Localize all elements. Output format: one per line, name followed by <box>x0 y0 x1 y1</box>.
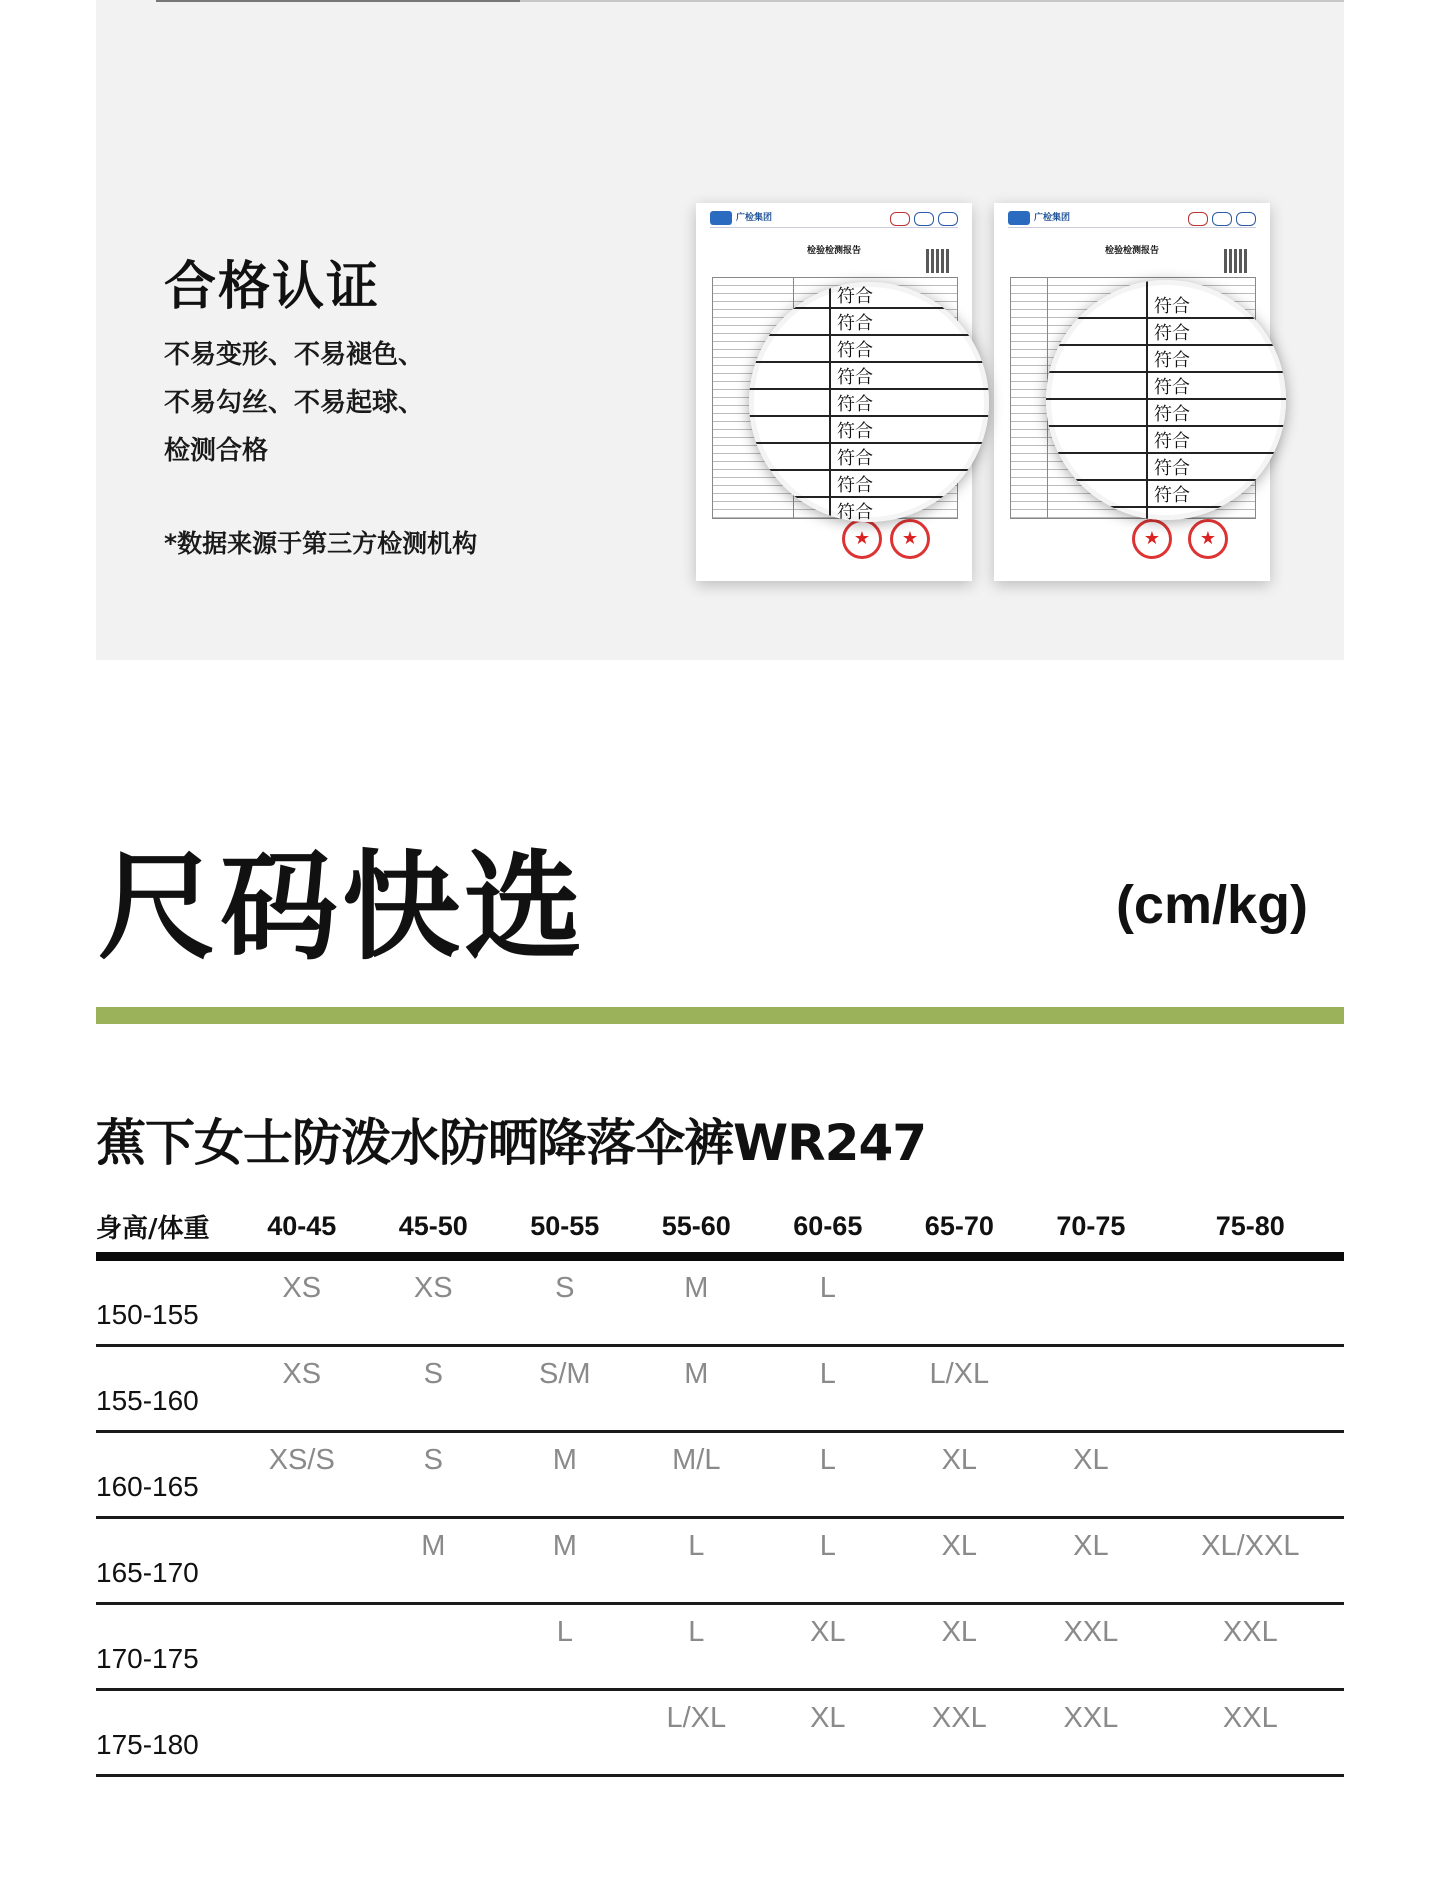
table-row <box>96 1257 1344 1346</box>
magnifier-value: 符合 <box>837 502 873 522</box>
table-row <box>96 1518 1344 1604</box>
table-row <box>96 1690 1344 1776</box>
header-weight-range: 55-60 <box>631 1200 763 1257</box>
report-title: 检验检测报告 <box>1104 246 1159 256</box>
size-cell: XXL <box>894 1690 1026 1776</box>
report-logo-text: 广检集团 <box>1034 212 1071 222</box>
size-cell: XL <box>894 1432 1026 1518</box>
magnifier-value: 符合 <box>837 475 873 496</box>
report-header <box>710 211 958 228</box>
certification-title: 合格认证 <box>164 257 381 317</box>
accreditation-marks-icon <box>886 212 958 224</box>
row-height-range: 170-175 <box>96 1604 236 1690</box>
size-cell <box>894 1257 1026 1346</box>
size-cell: L <box>762 1257 894 1346</box>
size-cell: L <box>762 1432 894 1518</box>
size-cell <box>1157 1257 1344 1346</box>
size-cell: M <box>499 1432 631 1518</box>
size-cell: S <box>368 1346 500 1432</box>
size-cell: XL <box>762 1604 894 1690</box>
size-cell: S <box>499 1257 631 1346</box>
size-section-title: 尺码快选 <box>98 838 587 976</box>
header-weight-range: 45-50 <box>368 1200 500 1257</box>
unit-label: (cm/kg) <box>1115 875 1308 935</box>
size-cell: L <box>631 1518 763 1604</box>
row-height-range: 175-180 <box>96 1690 236 1776</box>
qr-code-icon <box>926 249 950 273</box>
size-cell: XS <box>236 1257 368 1346</box>
table-row <box>96 1432 1344 1518</box>
size-cell <box>368 1604 500 1690</box>
size-cell: XS/S <box>236 1432 368 1518</box>
certification-line-1: 不易变形、不易褪色、 <box>164 340 425 370</box>
header-height-weight: 身高/体重 <box>96 1200 236 1257</box>
row-height-range: 150-155 <box>96 1257 236 1346</box>
size-cell <box>1157 1432 1344 1518</box>
red-stamp-icon <box>1188 519 1228 559</box>
header-weight-range: 65-70 <box>894 1200 1026 1257</box>
size-cell: XL/XXL <box>1157 1518 1344 1604</box>
certification-note: *数据来源于第三方检测机构 <box>164 529 478 558</box>
size-cell: XXL <box>1157 1604 1344 1690</box>
certification-line-2: 不易勾丝、不易起球、 <box>164 388 425 418</box>
size-cell <box>236 1518 368 1604</box>
red-stamp-icon <box>842 519 882 559</box>
product-name: 蕉下女士防泼水防晒降落伞裤WR247 <box>96 1114 927 1172</box>
magnifier-value: 符合 <box>1154 296 1190 317</box>
size-cell <box>236 1690 368 1776</box>
size-cell: XL <box>1025 1518 1157 1604</box>
certification-panel <box>96 0 1344 660</box>
header-weight-range: 50-55 <box>499 1200 631 1257</box>
magnifier-value: 符合 <box>837 286 873 307</box>
header-weight-range: 40-45 <box>236 1200 368 1257</box>
size-cell: XL <box>1025 1432 1157 1518</box>
magnifier-value: 符合 <box>837 313 873 334</box>
size-cell: XL <box>762 1690 894 1776</box>
magnifier-2 <box>1046 280 1286 520</box>
header-weight-range: 75-80 <box>1157 1200 1344 1257</box>
gttc-logo-icon <box>710 211 732 225</box>
report-header <box>1008 211 1256 228</box>
report-logo-text: 广检集团 <box>736 212 773 222</box>
magnifier-value: 符合 <box>837 448 873 469</box>
size-cell: S/M <box>499 1346 631 1432</box>
table-row <box>96 1604 1344 1690</box>
magnifier-value: 符合 <box>1154 350 1190 371</box>
size-cell: M <box>368 1518 500 1604</box>
report-title: 检验检测报告 <box>806 246 861 256</box>
size-cell: XXL <box>1025 1690 1157 1776</box>
magnifier-value: 符合 <box>1154 458 1190 479</box>
size-cell: L/XL <box>894 1346 1026 1432</box>
header-weight-range: 70-75 <box>1025 1200 1157 1257</box>
magnifier-value: 符合 <box>837 394 873 415</box>
magnifier-value: 符合 <box>1154 377 1190 398</box>
size-cell: L <box>499 1604 631 1690</box>
progress-indicator <box>156 0 520 2</box>
row-height-range: 165-170 <box>96 1518 236 1604</box>
magnifier-value: 符合 <box>1154 431 1190 452</box>
magnifier-value: 符合 <box>1154 485 1190 506</box>
size-cell: L <box>762 1518 894 1604</box>
red-stamp-icon <box>1132 519 1172 559</box>
row-height-range: 160-165 <box>96 1432 236 1518</box>
size-cell <box>236 1604 368 1690</box>
size-cell: L <box>762 1346 894 1432</box>
size-cell <box>1025 1257 1157 1346</box>
size-cell: XXL <box>1157 1690 1344 1776</box>
magnifier-value: 符合 <box>1154 323 1190 344</box>
magnifier-value: 符合 <box>837 367 873 388</box>
size-cell: M <box>631 1257 763 1346</box>
size-cell: XS <box>368 1257 500 1346</box>
size-cell: M <box>631 1346 763 1432</box>
size-cell: M/L <box>631 1432 763 1518</box>
size-table <box>96 1200 1344 1777</box>
certification-line-3: 检测合格 <box>164 436 269 466</box>
qr-code-icon <box>1224 249 1248 273</box>
row-height-range: 155-160 <box>96 1346 236 1432</box>
size-cell <box>1157 1346 1344 1432</box>
table-row <box>96 1346 1344 1432</box>
magnifier-value: 符合 <box>837 421 873 442</box>
magnifier-1 <box>749 282 989 522</box>
size-cell <box>368 1690 500 1776</box>
size-cell <box>1025 1346 1157 1432</box>
header-weight-range: 60-65 <box>762 1200 894 1257</box>
size-cell <box>499 1690 631 1776</box>
size-table-header-row <box>96 1200 1344 1257</box>
red-stamp-icon <box>890 519 930 559</box>
accreditation-marks-icon <box>1184 212 1256 224</box>
magnifier-value: 符合 <box>1154 404 1190 425</box>
accent-bar <box>96 1007 1344 1024</box>
size-cell: XS <box>236 1346 368 1432</box>
size-cell: XXL <box>1025 1604 1157 1690</box>
size-cell: XL <box>894 1518 1026 1604</box>
size-cell: M <box>499 1518 631 1604</box>
magnifier-value: 符合 <box>837 340 873 361</box>
gttc-logo-icon <box>1008 211 1030 225</box>
size-cell: L <box>631 1604 763 1690</box>
size-cell: L/XL <box>631 1690 763 1776</box>
size-cell: XL <box>894 1604 1026 1690</box>
size-cell: S <box>368 1432 500 1518</box>
